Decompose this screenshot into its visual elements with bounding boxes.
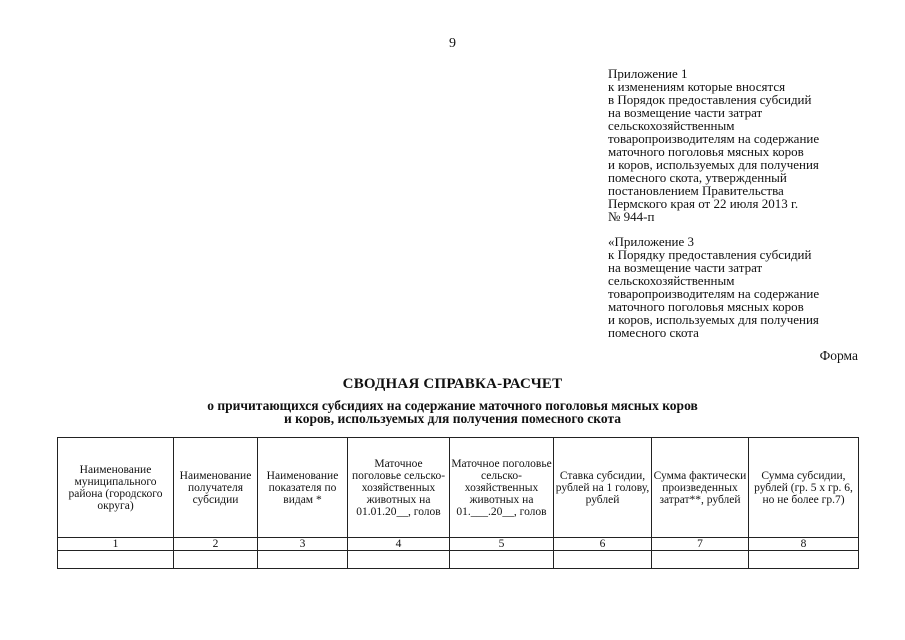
page-number: 9 bbox=[449, 36, 456, 51]
table-cell bbox=[450, 551, 554, 569]
table-cell bbox=[348, 551, 450, 569]
column-number-cell: 5 bbox=[450, 538, 554, 551]
column-number-cell: 4 bbox=[348, 538, 450, 551]
header-cell: Маточное поголовье сельско-хозяйственных животных на 01.01.20__, голов bbox=[348, 438, 450, 538]
table-cell bbox=[58, 551, 174, 569]
appendix-1-line: Пермского края от 22 июля 2013 г. bbox=[608, 196, 799, 211]
appendix-3-line: сельскохозяйственным bbox=[608, 273, 735, 288]
appendix-1-note bbox=[608, 67, 819, 223]
document-title: СВОДНАЯ СПРАВКА-РАСЧЕТ bbox=[342, 376, 563, 392]
appendix-1-line: и коров, используемых для получения bbox=[608, 157, 819, 172]
header-cell: Наименование показателя по видам * bbox=[258, 438, 348, 538]
appendix-3-line: на возмещение части затрат bbox=[608, 260, 763, 275]
column-number-cell: 1 bbox=[58, 538, 174, 551]
appendix-3-note bbox=[608, 235, 819, 339]
header-cell: Наименование муниципального района (городского округа) bbox=[58, 438, 174, 538]
appendix-1-line: Приложение 1 bbox=[608, 66, 688, 81]
appendix-1-line: помесного скота, утвержденный bbox=[608, 170, 787, 185]
header-cell: Сумма субсидии, рублей (гр. 5 х гр. 6, но не более гр.7) bbox=[749, 438, 859, 538]
header-cell: Ставка субсидии, рублей на 1 голову, рублей bbox=[554, 438, 652, 538]
header-cell: Сумма фактически произведенных затрат**, рублей bbox=[652, 438, 749, 538]
table-cell bbox=[652, 551, 749, 569]
table-cell bbox=[749, 551, 859, 569]
column-number-cell: 6 bbox=[554, 538, 652, 551]
appendix-1-line: к изменениям которые вносятся bbox=[608, 79, 786, 94]
column-number-cell: 8 bbox=[749, 538, 859, 551]
header-cell: Наименование получателя субсидии bbox=[174, 438, 258, 538]
summary-table bbox=[57, 437, 859, 569]
appendix-1-line: сельскохозяйственным bbox=[608, 118, 735, 133]
table-cell bbox=[554, 551, 652, 569]
appendix-3-line: «Приложение 3 bbox=[608, 234, 695, 249]
appendix-3-line: и коров, используемых для получения bbox=[608, 312, 819, 327]
appendix-1-line: постановлением Правительства bbox=[608, 183, 784, 198]
appendix-1-line: маточного поголовья мясных коров bbox=[608, 144, 804, 159]
appendix-3-line: помесного скота bbox=[608, 325, 699, 340]
document-subtitle bbox=[0, 399, 905, 425]
subtitle-line: и коров, используемых для получения помесного скота bbox=[284, 411, 621, 426]
appendix-1-line: на возмещение части затрат bbox=[608, 105, 763, 120]
subtitle-line: о причитающихся субсидиях на содержание маточного поголовья мясных коров bbox=[207, 398, 698, 413]
header-cell: Маточное поголовье сельско-хозяйственных животных на 01.___.20__, голов bbox=[450, 438, 554, 538]
table-cell bbox=[258, 551, 348, 569]
column-number-cell: 7 bbox=[652, 538, 749, 551]
column-number-cell: 3 bbox=[258, 538, 348, 551]
table-cell bbox=[174, 551, 258, 569]
column-number-cell: 2 bbox=[174, 538, 258, 551]
table-header-row bbox=[58, 438, 859, 538]
form-label: Форма bbox=[819, 348, 858, 363]
appendix-1-line: № 944-п bbox=[608, 209, 655, 224]
appendix-3-line: маточного поголовья мясных коров bbox=[608, 299, 804, 314]
table-row bbox=[58, 551, 859, 569]
column-number-row bbox=[58, 538, 859, 551]
appendix-1-line: в Порядок предоставления субсидий bbox=[608, 92, 812, 107]
appendix-3-line: к Порядку предоставления субсидий bbox=[608, 247, 812, 262]
appendix-1-line: товаропроизводителям на содержание bbox=[608, 131, 820, 146]
appendix-3-line: товаропроизводителям на содержание bbox=[608, 286, 820, 301]
